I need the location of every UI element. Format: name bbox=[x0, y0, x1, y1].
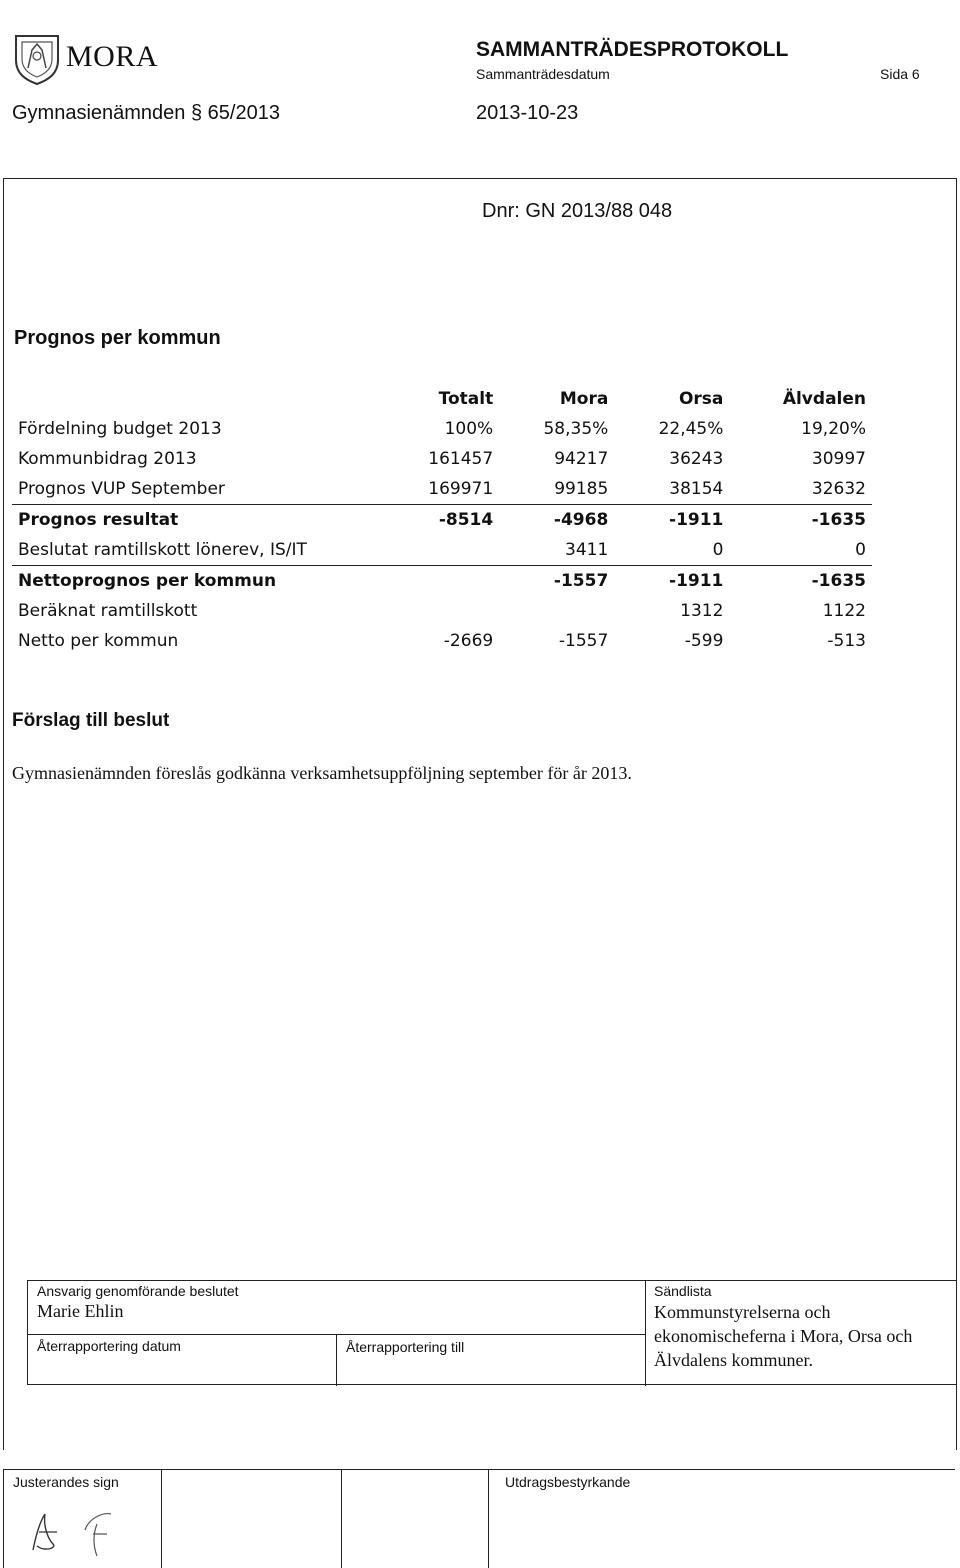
table-header-blank bbox=[12, 384, 384, 414]
document-title: SAMMANTRÄDESPROTOKOLL bbox=[476, 38, 789, 61]
table-cell: 94217 bbox=[554, 449, 609, 469]
section-heading-forslag: Förslag till beslut bbox=[12, 710, 170, 731]
sendlist-label: Sändlista bbox=[654, 1283, 712, 1299]
row-label: Beräknat ramtillskott bbox=[18, 601, 198, 621]
divider bbox=[341, 1470, 342, 1568]
table-cell: -1557 bbox=[558, 631, 609, 651]
divider bbox=[336, 1334, 337, 1386]
table-cell: 58,35% bbox=[543, 419, 609, 439]
row-label: Nettoprognos per kommun bbox=[18, 571, 277, 591]
column-header: Mora bbox=[559, 389, 609, 409]
table-cell: 161457 bbox=[428, 449, 494, 469]
table-cell: 22,45% bbox=[658, 419, 724, 439]
table-cell: -2669 bbox=[443, 631, 494, 651]
divider bbox=[161, 1470, 162, 1568]
table-cell bbox=[384, 596, 499, 626]
sendlist-line: Älvdalens kommuner. bbox=[654, 1350, 813, 1370]
sendlist-line: ekonomischeferna i Mora, Orsa och bbox=[654, 1326, 913, 1346]
section-heading-prognos: Prognos per kommun bbox=[14, 327, 221, 349]
decision-proposal-text: Gymnasienämnden föreslås godkänna verksamhetsuppföljning september för år 2013. bbox=[12, 763, 632, 783]
coat-of-arms-icon bbox=[12, 30, 62, 86]
report-to-label: Återrapportering till bbox=[346, 1339, 465, 1355]
row-label: Kommunbidrag 2013 bbox=[18, 449, 197, 469]
signature-mark bbox=[23, 1500, 153, 1567]
table-cell: 38154 bbox=[614, 474, 729, 505]
table-row bbox=[12, 414, 872, 444]
logo-text: MORA bbox=[66, 40, 159, 73]
column-header: Totalt bbox=[438, 389, 494, 409]
signature-row bbox=[3, 1469, 955, 1568]
table-row bbox=[12, 535, 872, 566]
table-cell: 32632 bbox=[729, 474, 872, 505]
table-cell: -1635 bbox=[811, 510, 866, 530]
committee-paragraph: Gymnasienämnden § 65/2013 bbox=[12, 102, 280, 124]
sign-label: Justerandes sign bbox=[13, 1474, 119, 1490]
table-cell: -8514 bbox=[438, 510, 494, 530]
table-cell bbox=[384, 535, 499, 566]
responsible-value: Marie Ehlin bbox=[37, 1301, 124, 1321]
table-cell: 19,20% bbox=[801, 419, 866, 439]
row-label: Fördelning budget 2013 bbox=[18, 419, 222, 439]
row-label: Beslutat ramtillskott lönerev, IS/IT bbox=[12, 535, 384, 566]
table-cell: 36243 bbox=[669, 449, 724, 469]
content-frame bbox=[3, 178, 957, 1450]
prognos-table bbox=[12, 384, 872, 656]
table-row bbox=[12, 596, 872, 626]
table-cell: -1635 bbox=[811, 571, 866, 591]
table-cell: -1911 bbox=[669, 571, 724, 591]
table-row bbox=[12, 444, 872, 474]
table-header-row bbox=[12, 384, 872, 414]
row-label: Prognos resultat bbox=[18, 510, 179, 530]
column-header: Älvdalen bbox=[782, 389, 866, 409]
table-cell: 1312 bbox=[680, 601, 724, 621]
table-cell: -1911 bbox=[669, 510, 724, 530]
table-cell: -599 bbox=[684, 631, 724, 651]
responsible-label: Ansvarig genomförande beslutet bbox=[37, 1283, 239, 1299]
table-cell: -4968 bbox=[553, 510, 609, 530]
table-cell: 100% bbox=[444, 419, 494, 439]
divider bbox=[28, 1334, 645, 1335]
footer-box bbox=[27, 1280, 957, 1385]
table-row bbox=[12, 626, 872, 656]
divider bbox=[488, 1470, 489, 1568]
table-cell: -1557 bbox=[553, 571, 609, 591]
page-number: Sida 6 bbox=[880, 66, 920, 82]
table-cell: -513 bbox=[827, 631, 866, 651]
table-cell: 169971 bbox=[384, 474, 499, 505]
table-row bbox=[12, 566, 872, 597]
table-cell bbox=[384, 566, 499, 597]
table-row bbox=[12, 474, 872, 505]
meeting-date-label: Sammanträdesdatum bbox=[476, 66, 610, 82]
meeting-date: 2013-10-23 bbox=[476, 102, 579, 124]
divider bbox=[3, 1470, 4, 1568]
row-label: Prognos VUP September bbox=[12, 474, 384, 505]
report-date-label: Återrapportering datum bbox=[37, 1338, 181, 1354]
table-cell: 1122 bbox=[822, 601, 866, 621]
table-cell: 99185 bbox=[499, 474, 614, 505]
table-cell: 30997 bbox=[811, 449, 866, 469]
table-cell: 0 bbox=[729, 535, 872, 566]
table-cell: 3411 bbox=[499, 535, 614, 566]
table-row bbox=[12, 505, 872, 536]
sendlist-line: Kommunstyrelserna och bbox=[654, 1302, 831, 1322]
row-label: Netto per kommun bbox=[18, 631, 179, 651]
table-cell: 0 bbox=[614, 535, 729, 566]
diary-number: Dnr: GN 2013/88 048 bbox=[482, 200, 673, 222]
table-cell bbox=[499, 596, 614, 626]
divider bbox=[645, 1281, 646, 1386]
extract-label: Utdragsbestyrkande bbox=[505, 1474, 631, 1490]
column-header: Orsa bbox=[678, 389, 724, 409]
